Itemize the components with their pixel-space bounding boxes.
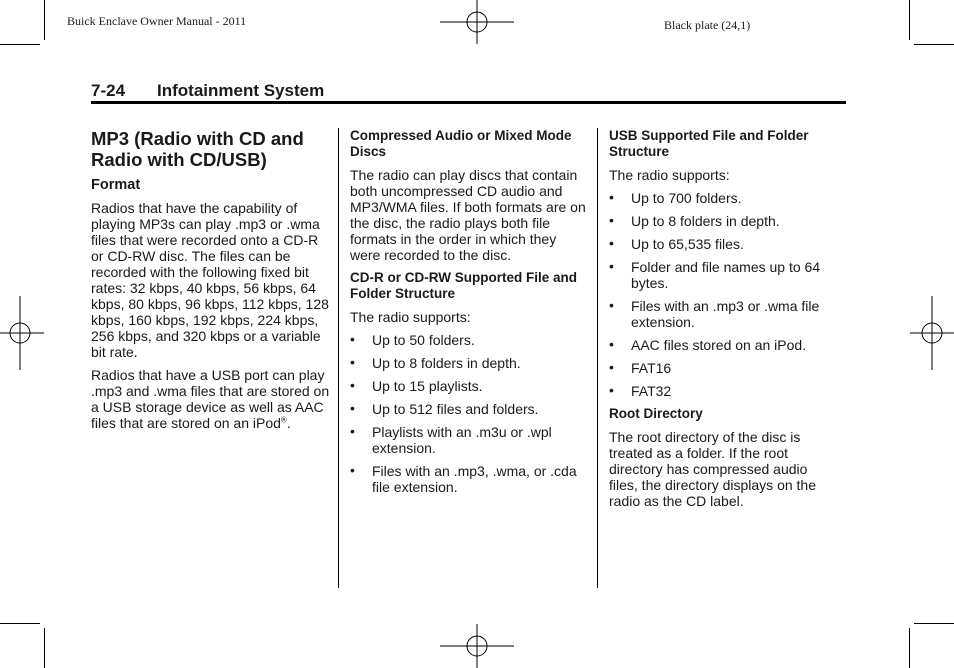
compressed-audio-heading: Compressed Audio or Mixed Mode Discs <box>350 128 572 159</box>
root-directory-paragraph: The root directory of the disc is treated as a folder. If the root directory has compressed audio files, the directory displays on the radio as the CD label. <box>609 429 816 509</box>
usb-supports-intro: The radio supports: <box>609 167 730 183</box>
format-heading: Format <box>91 177 141 193</box>
crop-mark-br-v <box>909 628 910 668</box>
list-item: • Up to 512 files and folders. <box>350 400 539 417</box>
list-item: • Up to 15 playlists. <box>350 377 483 394</box>
usb-structure-heading: USB Supported File and Folder Structure <box>609 128 809 159</box>
list-item: • Up to 8 folders in depth. <box>609 212 780 229</box>
list-item: • Up to 50 folders. <box>350 331 475 348</box>
registration-mark-right-icon <box>910 296 954 370</box>
crop-mark-br-h <box>914 623 954 624</box>
usb-support-list <box>609 190 834 399</box>
crop-mark-tl-h <box>0 44 40 45</box>
list-item: • Up to 8 folders in depth. <box>350 354 521 371</box>
root-directory-heading: Root Directory <box>609 406 703 421</box>
crop-mark-tl-v <box>44 0 45 40</box>
cdr-structure-heading: CD-R or CD-RW Supported File and Folder Structure <box>350 270 577 301</box>
cdr-support-list <box>350 332 586 495</box>
column-divider-2 <box>597 128 598 588</box>
article-title: MP3 (Radio with CD and Radio with CD/USB) <box>91 128 304 170</box>
section-title: Infotainment System <box>157 81 325 100</box>
crop-mark-bl-h <box>0 623 40 624</box>
usb-paragraph: Radios that have a USB port can play .mp3 and .wma files that are stored on a USB storage device as well as AAC files that are stored on an iPod®. <box>91 367 330 431</box>
column-1 <box>91 128 331 438</box>
crop-mark-tr-h <box>914 44 954 45</box>
list-item: • Up to 65,535 files. <box>609 235 744 252</box>
list-item: • Up to 700 folders. <box>609 189 742 206</box>
cdr-supports-intro: The radio supports: <box>350 309 471 325</box>
format-paragraph: Radios that have the capability of playing MP3s can play .mp3 or .wma files that were recorded onto a CD-R or CD-RW disc. The files can be recorded with the following fixed bit rates: 32 kbps, 40 kbps, 56 kbps, 64 kbps, 80 kbps, 96 kbps, 112 kbps, 128 kbps, 160 kbps, 192 kbps, 224 kbps, 256 kbps, and 320 kbps or a variable bit rate. <box>91 200 329 360</box>
header-rule <box>91 101 846 104</box>
registration-mark-bottom-icon <box>440 624 514 668</box>
list-item: • Files with an .mp3, .wma, or .cda file extension. <box>350 462 577 495</box>
list-item: • Playlists with an .m3u or .wpl extension. <box>350 423 552 456</box>
crop-mark-bl-v <box>44 628 45 668</box>
manual-title: Buick Enclave Owner Manual - 2011 <box>67 14 247 28</box>
crop-mark-tr-v <box>909 0 910 40</box>
registration-mark-top-icon <box>440 0 514 44</box>
column-3 <box>609 128 834 516</box>
compressed-audio-paragraph: The radio can play discs that contain both uncompressed CD audio and MP3/WMA files. If both formats are on the disc, the radio plays both file formats in the order in which they were recorded to the disc. <box>350 167 586 263</box>
registration-mark-left-icon <box>0 296 44 370</box>
column-divider-1 <box>338 128 339 588</box>
list-item: • Folder and file names up to 64 bytes. <box>609 258 821 291</box>
column-2 <box>350 128 586 502</box>
list-item: • FAT16 <box>609 359 672 376</box>
plate-label: Black plate (24,1) <box>664 18 751 32</box>
list-item: • FAT32 <box>609 382 672 399</box>
list-item: • AAC files stored on an iPod. <box>609 336 807 353</box>
list-item: • Files with an .mp3 or .wma file extension. <box>609 297 820 330</box>
section-header <box>91 81 811 101</box>
page-number: 7-24 <box>91 81 126 100</box>
